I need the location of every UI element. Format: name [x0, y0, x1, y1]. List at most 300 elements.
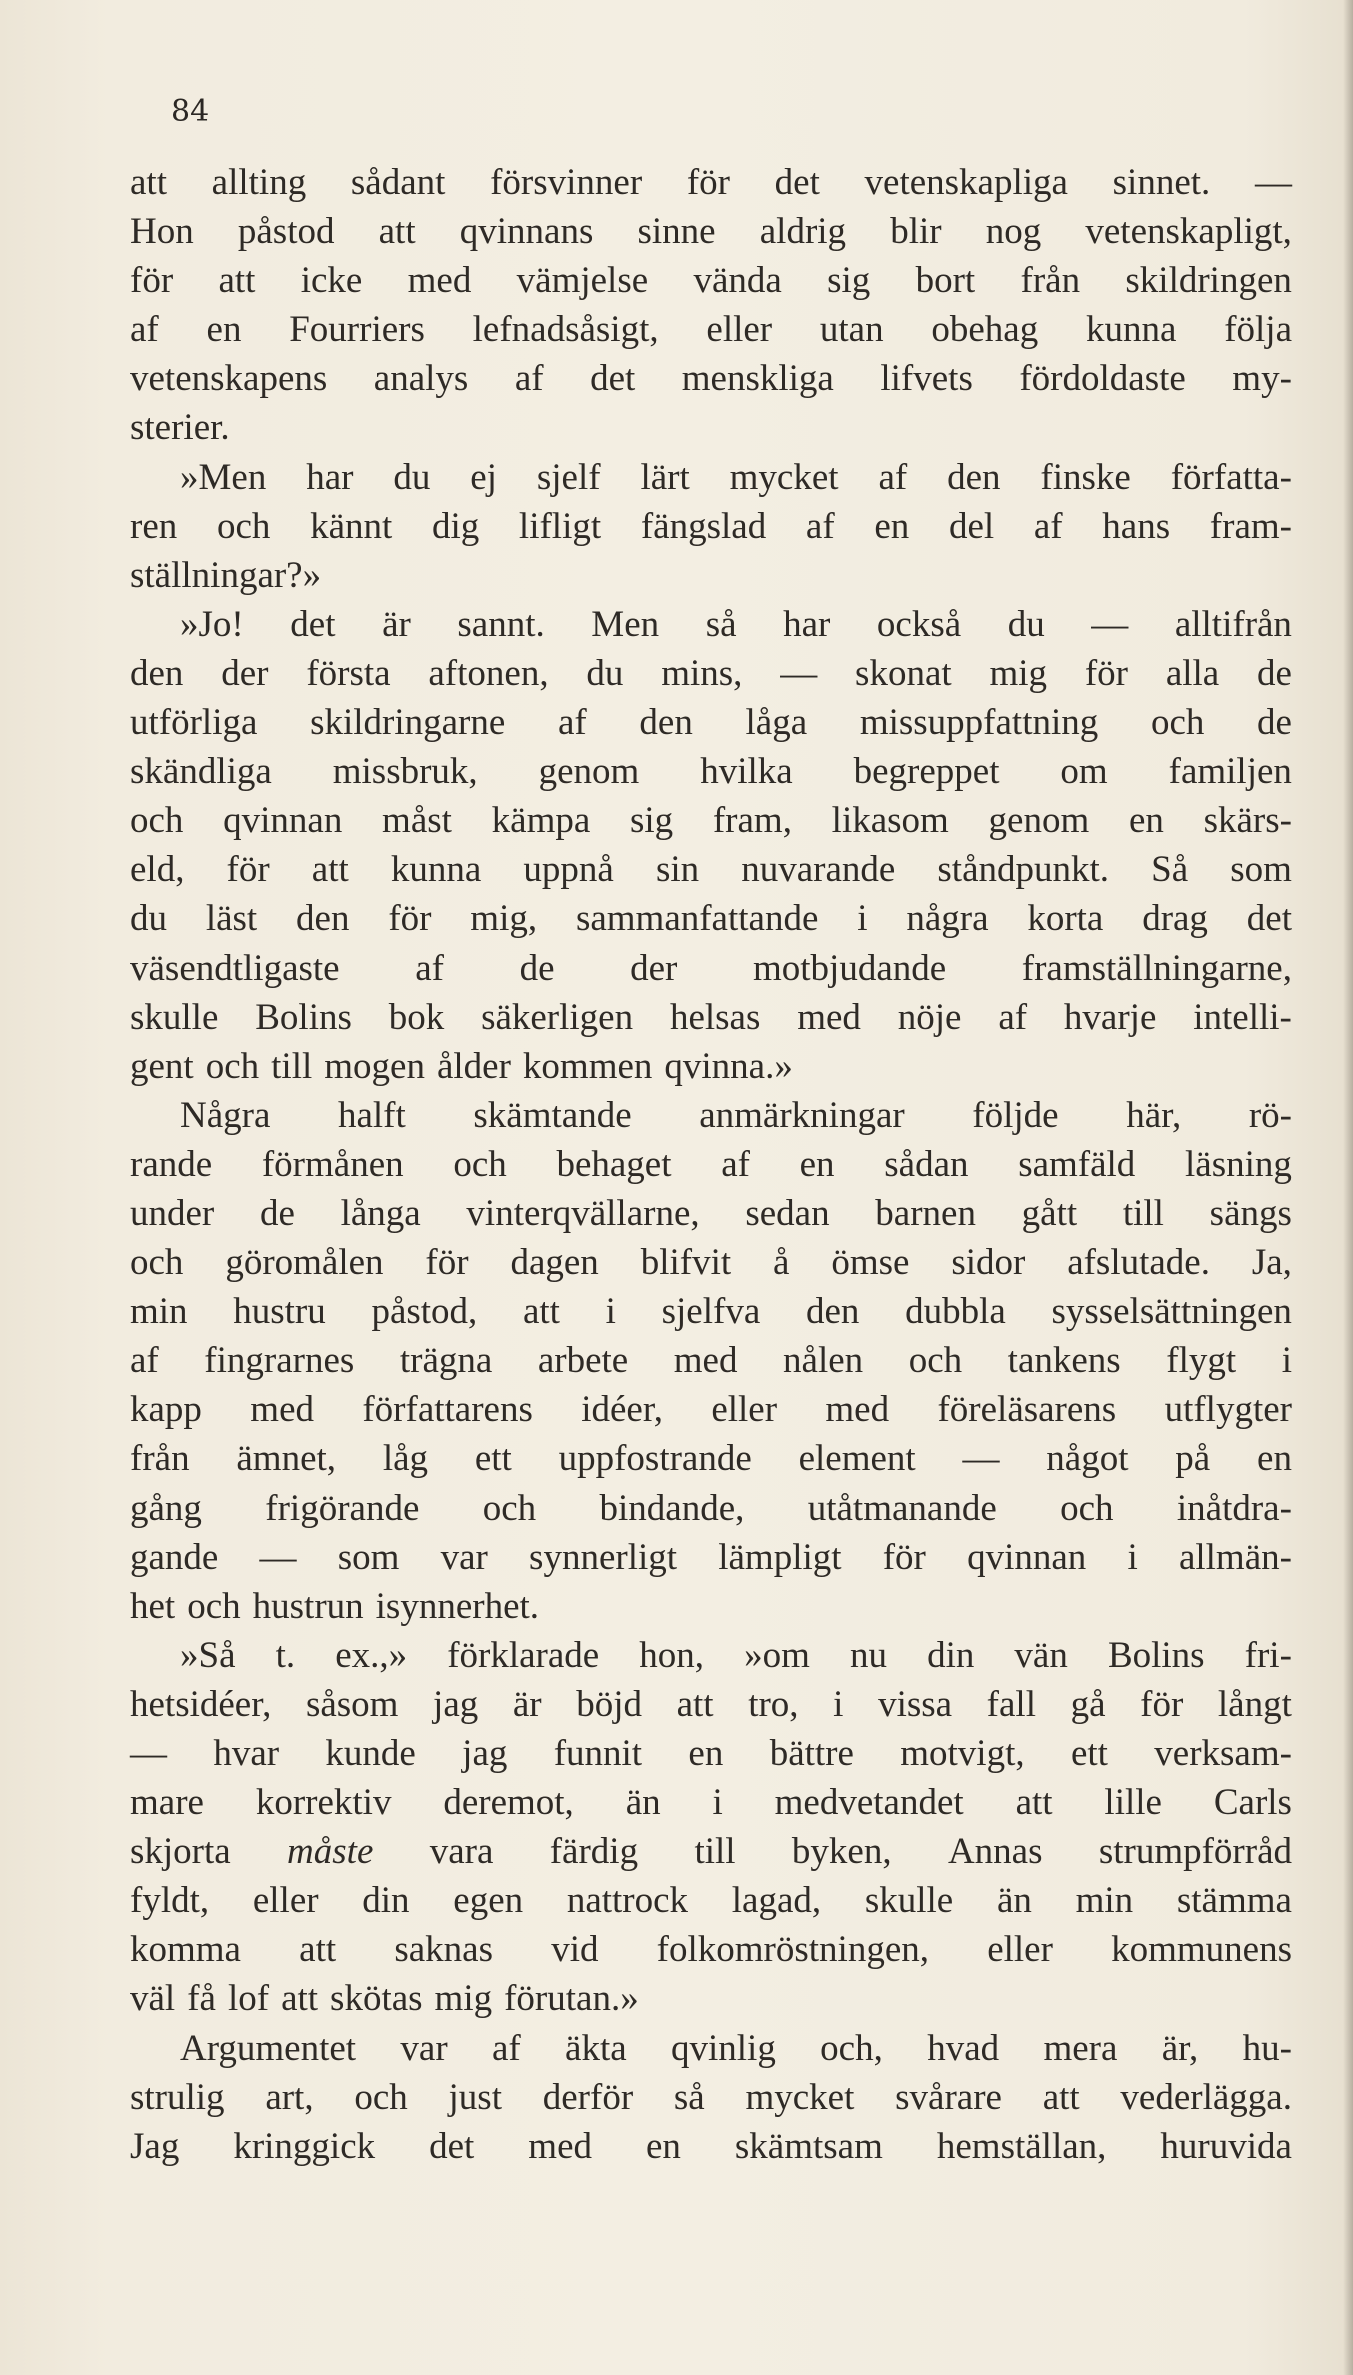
text-line [130, 796, 1292, 845]
word: af [514, 358, 544, 400]
word: och [130, 800, 184, 842]
word: sinne [637, 211, 716, 253]
word: det [774, 162, 820, 203]
word: samfäld [1018, 1143, 1136, 1185]
word: idéer, [581, 1389, 663, 1431]
word: lämpligt [718, 1536, 842, 1578]
word: kämpa [491, 800, 591, 842]
word: den [639, 702, 693, 744]
word: obehag [931, 309, 1039, 351]
word: det [429, 2125, 475, 2167]
word: missbruk, [332, 751, 478, 793]
word: hu- [1242, 2027, 1292, 2069]
word: att [218, 260, 256, 302]
word: — [962, 1438, 1000, 1480]
word: genom [988, 800, 1090, 842]
word: lille [1104, 1782, 1162, 1824]
word: af [721, 1143, 750, 1185]
word: Ja, [1251, 1242, 1292, 1284]
word: vetenskapligt, [1085, 211, 1292, 253]
word: — [259, 1536, 297, 1578]
word: sängs [1209, 1192, 1292, 1234]
word: skämtsam [734, 2125, 883, 2167]
word: att [130, 162, 167, 203]
word: till [694, 1831, 736, 1873]
word: t. [275, 1634, 296, 1676]
word: utförliga [130, 702, 258, 744]
word: del [948, 505, 995, 547]
word: hon, [639, 1634, 705, 1676]
word: Fourriers [289, 309, 425, 351]
word: och [216, 505, 271, 547]
word: ren [130, 505, 178, 547]
word: sedan [745, 1192, 830, 1234]
word: mycket [745, 2076, 855, 2118]
word: försvinner [490, 162, 643, 203]
word: lof [227, 1978, 270, 2020]
word: hustru [233, 1291, 326, 1333]
word: skärs- [1203, 800, 1292, 842]
word: att [676, 1683, 714, 1725]
word: som [337, 1536, 400, 1578]
word: utan [819, 309, 884, 351]
word: gande [130, 1536, 219, 1578]
word: under [130, 1192, 215, 1234]
word: saknas [394, 1929, 493, 1971]
word: — [1254, 162, 1292, 203]
word: af [491, 2027, 521, 2069]
word: framställningarne, [1021, 947, 1292, 989]
text-line [130, 1042, 1292, 1091]
word: att [311, 849, 349, 891]
word: vämjelse [516, 260, 649, 302]
text-line [130, 845, 1292, 894]
text-line [130, 649, 1292, 698]
text-line [130, 1876, 1292, 1925]
text-line [130, 1140, 1292, 1189]
text-line [130, 305, 1292, 354]
word: inåtdra- [1176, 1487, 1292, 1529]
word: läsning [1185, 1143, 1292, 1185]
word: hvilka [700, 751, 793, 793]
word: förklarade [447, 1634, 600, 1676]
word: något [1046, 1438, 1129, 1480]
word: att [281, 1978, 319, 2020]
word: för [1140, 1683, 1184, 1725]
word: en [874, 505, 910, 547]
word: fall [986, 1683, 1036, 1725]
word: — [1091, 603, 1129, 645]
word: i [712, 1782, 723, 1824]
word: min [130, 1291, 188, 1333]
page-edge-shadow [1343, 0, 1353, 2375]
word: analys [373, 358, 469, 400]
word: drag [1142, 898, 1208, 940]
word: den [805, 1291, 860, 1333]
word: ex.,» [335, 1634, 408, 1676]
word: af [130, 309, 159, 351]
word: påstod [237, 211, 335, 253]
word: Hon [130, 211, 194, 253]
text-line [130, 158, 1292, 207]
word: med [407, 260, 472, 302]
word: följa [1224, 309, 1292, 351]
word: finske [1040, 456, 1131, 498]
word: qvinlig [671, 2027, 776, 2069]
word: har [306, 456, 354, 498]
word: fingrarnes [204, 1340, 355, 1382]
word: en [799, 1143, 835, 1185]
word: har [783, 603, 831, 645]
text-line [130, 1778, 1292, 1827]
word: göromålen [225, 1242, 384, 1284]
word: skändliga [130, 751, 272, 793]
word: din [927, 1634, 975, 1676]
word: mycket [729, 456, 839, 498]
word: egen [453, 1880, 524, 1922]
word: de [259, 1192, 295, 1234]
word: alltifrån [1174, 603, 1292, 645]
word: din [362, 1880, 410, 1922]
word: tro, [748, 1683, 799, 1725]
word: påstod, [371, 1291, 478, 1333]
word: Så [1151, 849, 1189, 891]
word: det [1246, 898, 1292, 940]
word: för [130, 260, 174, 302]
word: strumpförråd [1098, 1831, 1292, 1873]
word: ämnet, [236, 1438, 337, 1480]
word: till [271, 1045, 313, 1087]
word: skjorta [130, 1831, 231, 1873]
word: med [528, 2125, 592, 2167]
word: måst [382, 800, 452, 842]
word: tankens [1007, 1340, 1121, 1382]
word: äkta [565, 2027, 627, 2069]
word: med [797, 996, 861, 1038]
word: lifvets [880, 358, 973, 400]
word: än [996, 1880, 1032, 1922]
word: att [1042, 2076, 1080, 2118]
word: af [557, 702, 587, 744]
word: derför [542, 2076, 634, 2118]
word: och [1060, 1487, 1114, 1529]
word: en [688, 1733, 724, 1774]
word: författa- [1170, 456, 1292, 498]
word: du [1007, 603, 1045, 645]
word: motbjudande [752, 947, 947, 989]
word: »om [744, 1634, 810, 1676]
word: låg [382, 1438, 429, 1480]
word: »Så [180, 1634, 236, 1676]
word: kapp [130, 1389, 202, 1431]
word: genom [538, 751, 640, 793]
word: aldrig [759, 211, 847, 253]
word: familjen [1168, 751, 1292, 793]
word: sannt. [457, 603, 545, 645]
word: hustrun [252, 1585, 364, 1627]
word: utåtmanande [807, 1487, 997, 1529]
text-line [130, 894, 1292, 943]
word: dubbla [905, 1291, 1006, 1333]
word: du [130, 898, 167, 940]
word: på [1175, 1438, 1211, 1480]
word: eller [706, 309, 773, 351]
word: korta [1027, 898, 1104, 940]
word: just [448, 2076, 502, 2118]
word: för [425, 1242, 469, 1284]
word: är [512, 1683, 542, 1725]
word: om [1060, 751, 1108, 793]
word: första [306, 652, 391, 694]
word: gent [130, 1045, 194, 1087]
word: komma [130, 1929, 241, 1971]
word: den [130, 652, 184, 694]
word: å [773, 1242, 790, 1284]
word: sidor [951, 1242, 1026, 1284]
word: eld, [130, 849, 185, 891]
word: lefnadsåsigt, [472, 309, 659, 351]
word: stämma [1176, 1880, 1292, 1922]
word: hans [1102, 505, 1171, 547]
word: uppnå [523, 849, 614, 891]
word: i [857, 898, 868, 940]
text-line [130, 2024, 1292, 2073]
word: här, [1126, 1094, 1182, 1136]
word: en [645, 2125, 681, 2167]
text-line [130, 1091, 1292, 1140]
text-line [130, 1582, 1292, 1631]
word: hvad [927, 2027, 1000, 2069]
word: Jag [130, 2125, 180, 2167]
word: blifvit [640, 1242, 732, 1284]
word: lagad, [731, 1880, 822, 1922]
word: skildringarne [310, 702, 506, 744]
word: korrektiv [255, 1782, 392, 1824]
word: de [519, 947, 555, 989]
word: långa [340, 1192, 421, 1234]
word: är [382, 603, 411, 645]
word: nålen [783, 1340, 864, 1382]
word: i [1281, 1340, 1292, 1382]
word: för [1084, 652, 1128, 694]
word: fängslad [640, 505, 767, 547]
word: för [388, 898, 432, 940]
text-line [130, 1238, 1292, 1287]
word: af [415, 947, 444, 989]
word: mig, [470, 898, 538, 940]
text-line [130, 698, 1292, 747]
word: följde [972, 1094, 1059, 1136]
word: intelli- [1193, 996, 1292, 1038]
word: sig [629, 800, 674, 842]
word: skonat [855, 652, 952, 694]
word: qvinnan [223, 800, 343, 842]
word: jag [462, 1733, 508, 1774]
word: är, [1161, 2027, 1199, 2069]
word: fördoldaste [1019, 358, 1186, 400]
word: sinnet. [1112, 162, 1211, 203]
word: menskliga [681, 358, 834, 400]
word: blir [890, 211, 942, 253]
word: bindande, [599, 1487, 745, 1529]
word: min [1075, 1880, 1134, 1922]
word: den [296, 898, 350, 940]
word: verksam- [1154, 1733, 1292, 1774]
word: du [393, 456, 431, 498]
word: till [1122, 1192, 1164, 1234]
word: af [998, 996, 1028, 1038]
word: qvinnan [967, 1536, 1087, 1578]
page-number: 84 [171, 94, 210, 129]
word: några [906, 898, 989, 940]
word: element [798, 1438, 916, 1480]
word: halft [337, 1094, 406, 1136]
word: rande [130, 1143, 213, 1185]
word: mig [434, 1978, 493, 2020]
word: så [673, 2076, 705, 2118]
word: barnen [875, 1192, 976, 1234]
word: du [586, 652, 624, 694]
word: sin [655, 849, 700, 891]
word: der [630, 947, 678, 989]
text-line [130, 1484, 1292, 1533]
word: »Jo! [180, 603, 244, 645]
word: eller [987, 1929, 1053, 1971]
word: skämtande [473, 1094, 632, 1136]
word: en [1128, 800, 1164, 842]
word: läst [205, 898, 258, 940]
word: sammanfattande [575, 898, 819, 940]
word: kommen [522, 1045, 653, 1087]
text-line [130, 1336, 1292, 1385]
word: författarens [362, 1389, 533, 1431]
word: var [440, 1536, 488, 1578]
word: der [221, 652, 269, 694]
word: trägna [399, 1340, 493, 1382]
word: väsendtligaste [130, 947, 340, 989]
word: bättre [769, 1733, 854, 1774]
word: vända [693, 260, 782, 302]
word: såsom [305, 1683, 399, 1725]
word: från [1020, 260, 1081, 302]
word: Argumentet [180, 2027, 357, 2069]
word: vän [1014, 1634, 1068, 1676]
word: — [130, 1733, 167, 1774]
word: en [1257, 1438, 1292, 1480]
word: fyldt, [130, 1880, 210, 1922]
word: funnit [553, 1733, 643, 1774]
word: fram, [712, 800, 792, 842]
word: lärt [640, 456, 690, 498]
word: skulle [864, 1880, 954, 1922]
word: att [378, 211, 416, 253]
word: ett [474, 1438, 512, 1480]
word: jag [433, 1683, 479, 1725]
word: dagen [510, 1242, 599, 1284]
word: rö- [1248, 1094, 1292, 1136]
word: qvinnans [459, 211, 594, 253]
word: hvarje [1063, 996, 1157, 1038]
word: frigörande [265, 1487, 420, 1529]
word: den [947, 456, 1001, 498]
word: för [882, 1536, 926, 1578]
word: folkomröstningen, [656, 1929, 929, 1971]
word: kunna [1085, 309, 1177, 351]
word: dig [431, 505, 480, 547]
word: skildringen [1125, 260, 1292, 302]
word: böjd [576, 1683, 642, 1725]
word: med [825, 1389, 890, 1431]
text-line [130, 2073, 1292, 2122]
word: och, [820, 2027, 883, 2069]
word: sådant [350, 162, 446, 203]
word: skulle [130, 996, 219, 1038]
word: så [705, 603, 737, 645]
word: het [130, 1585, 176, 1627]
word: var [400, 2027, 448, 2069]
text-line [130, 1925, 1292, 1974]
word: gå [1070, 1683, 1106, 1725]
word: förmånen [261, 1143, 404, 1185]
word: hvar [213, 1733, 280, 1774]
word: af [805, 505, 835, 547]
word: byken, [791, 1831, 892, 1873]
word: mare [130, 1782, 204, 1824]
word: sådan [884, 1143, 969, 1185]
word: än [625, 1782, 661, 1824]
word: färdig [549, 1831, 639, 1873]
word: missuppfattning [859, 702, 1099, 744]
word: mogen [324, 1045, 425, 1087]
text-line [130, 1385, 1292, 1434]
word: Bolins [1107, 1634, 1205, 1676]
word: ålder [436, 1045, 511, 1087]
word: helsas [669, 996, 761, 1038]
word: med [250, 1389, 314, 1431]
word: från [130, 1438, 190, 1480]
word: eller [252, 1880, 319, 1922]
word: my- [1232, 358, 1292, 400]
word: bort [915, 260, 976, 302]
text-line [130, 747, 1292, 796]
word: kännt [310, 505, 393, 547]
word: långt [1217, 1683, 1292, 1725]
word: allmän- [1178, 1536, 1292, 1578]
word: alla [1165, 652, 1220, 694]
word: fram- [1209, 505, 1292, 547]
word: vetenskapliga [864, 162, 1068, 203]
text-line [130, 1434, 1292, 1483]
word: Några [180, 1094, 271, 1136]
word: Annas [947, 1831, 1043, 1873]
word: huruvida [1160, 2125, 1292, 2167]
word: fri- [1244, 1634, 1292, 1676]
word: kommunens [1111, 1929, 1292, 1971]
word: få [187, 1978, 216, 2020]
word: i [605, 1291, 616, 1333]
word: med [673, 1340, 738, 1382]
word: deremot, [443, 1782, 574, 1824]
text-line [130, 256, 1292, 305]
word: vinterqvällarne, [466, 1192, 700, 1234]
text-line [130, 600, 1292, 649]
word: och [453, 1143, 507, 1185]
word: af [1033, 505, 1063, 547]
word: strulig [130, 2076, 225, 2118]
word: vetenskapens [130, 358, 328, 400]
word: att [522, 1291, 560, 1333]
word: svårare [895, 2076, 1002, 2118]
